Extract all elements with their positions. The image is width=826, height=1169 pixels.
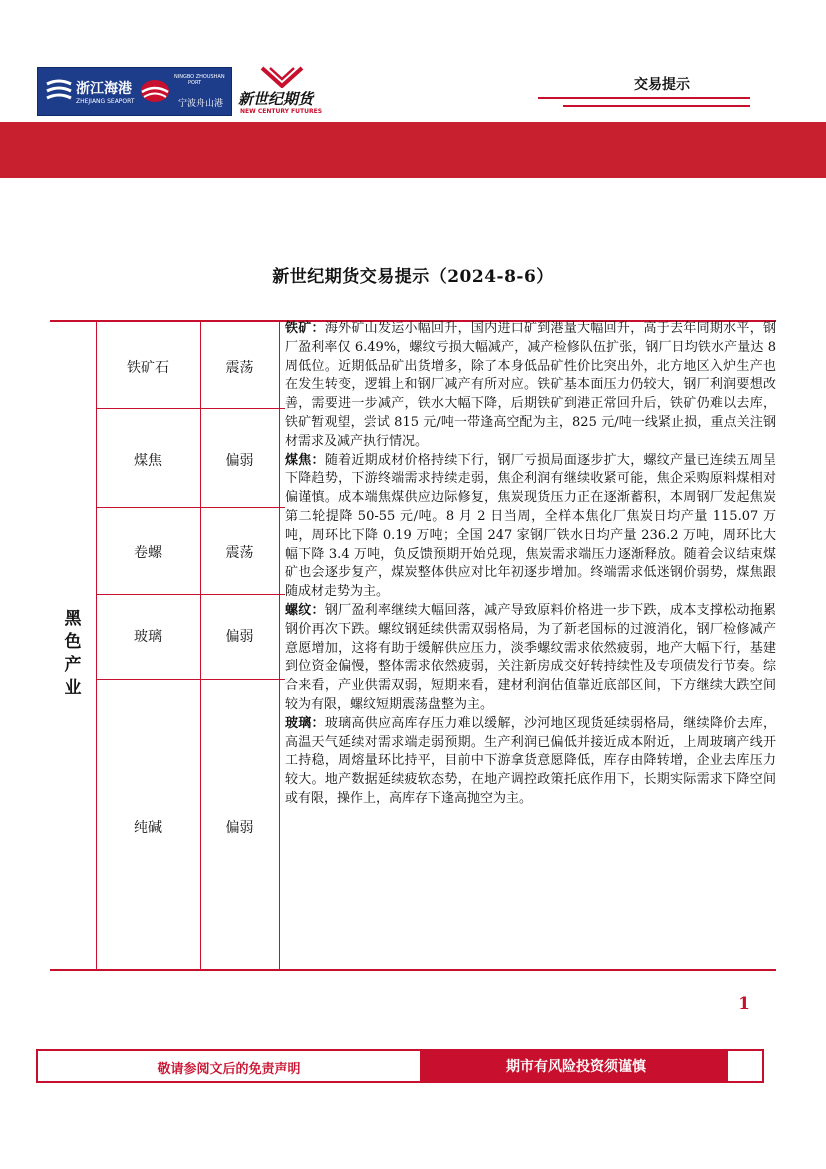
partner-logos [37, 67, 232, 116]
trend-label: 偏弱 [225, 820, 254, 836]
trading-tips-table [50, 320, 776, 971]
trend-label: 偏弱 [225, 629, 254, 645]
trend-label: 偏弱 [225, 453, 254, 469]
commentary-text: 玻璃高供应高库存压力难以缓解，沙河地区现货延续弱格局，继续降价去库，高温天气延续对需求端走弱预期。生产利润已偏低并接近成本附近，上周玻璃产线开工持稳，周熔量环比持平，目前中下游拿货意愿降低，库存由降转增，企业去库压力较大。地产数据延续疲软态势，在地产调控政策托底作用下，长期实际需求下降空间或有限，操作上，高库存下逢高抛空为主。 [285, 715, 776, 806]
page-title: 新世纪期货交易提示（2024-8-6） [272, 267, 554, 287]
footer-disclaimer-box [38, 1051, 420, 1081]
commentary-keyword: 煤焦： [285, 452, 325, 468]
new-century-futures-emblem-icon [260, 66, 304, 88]
sector-char: 业 [64, 678, 82, 698]
row-divider [96, 679, 285, 680]
disclaimer-notice: 敬请参阅文后的免责声明 [157, 1062, 301, 1077]
new-century-futures-logo [238, 66, 334, 116]
commentary-keyword: 螺纹： [285, 602, 325, 618]
row-divider [96, 408, 285, 409]
new-century-futures-en: NEW CENTURY FUTURES [240, 108, 323, 115]
commentary-text: 海外矿山发运小幅回升，国内进口矿到港量大幅回升，高于去年同期水平，钢厂盈利率仅 6.49%，螺纹亏损大幅减产，减产检修队伍扩张，钢厂日均铁水产量达 8 周低位。近期低品矿出货增多，除了本身低品矿性价比突出外，北方地区入炉生产也在发生转变，逻辑上和钢厂减产有所对应。铁矿基本面压力仍较大，钢厂利润要想改善，需要进一步减产，铁水大幅下降，后期铁矿到港正常回升后，铁矿仍难以去库，铁矿暂观望，尝试 815 元/吨一带逢高空配为主，825 元/吨一线紧止损，重点关注钢材需求及减产执行情况。 [285, 321, 776, 449]
header-rule-top [538, 97, 750, 99]
risk-notice: 期市有风险投资须谨慎 [506, 1059, 646, 1075]
ningbo-port-name: 宁波舟山港 [178, 99, 224, 109]
commentary-text: 钢厂盈利率继续大幅回落，减产导致原料价格进一步下跌，成本支撑松动拖累钢价再次下跌。螺纹钢延续供需双弱格局，为了新老国标的过渡消化，钢厂检修减产意愿增加，这将有助于缓解供应压力，淡季螺纹需求依然疲弱，地产大幅下行，基建到位资金偏慢，整体需求依然疲弱，关注新房成交好转持续性及专项债发行节奏。综合来看，产业供需双弱，短期来看，建材利润估值靠近底部区间，下方继续大跌空间较为有限，螺纹短期震荡盘整为主。 [285, 602, 776, 712]
row-divider [96, 594, 285, 595]
zhejiang-seaport-logo [42, 72, 136, 110]
page-number: 1 [738, 994, 750, 1014]
commentary-text: 随着近期成材价格持续下行，钢厂亏损局面逐步扩大，螺纹产量已连续五周呈下降趋势，下游终端需求持续走弱，焦企利润有继续收紧可能，焦企采购原料煤相对偏谨慎。成本端焦煤供应边际修复，焦炭现货压力正在逐渐蓄积，本周钢厂发起焦炭第二轮提降 50-55 元/吨。8 月 2 日当周，全样本焦化厂焦炭日均产量 115.07 万吨，周环比下降 0.19 万吨；全国 247 家钢厂铁水日均产量 236.2 万吨，周环比大幅下降 3.4 万吨，负反馈预期开始兑现，焦炭需求端压力逐渐释放。随着会议结束煤矿也会逐步复产，煤炭整体供应对比年初逐步增加。终端需求低迷钢价弱势，煤焦跟随成材走势为主。 [285, 452, 776, 600]
column-divider [279, 320, 280, 971]
page-header [0, 0, 826, 220]
commodity-name: 纯碱 [134, 820, 162, 836]
sector-char: 色 [64, 632, 82, 652]
row-divider [96, 507, 285, 508]
sector-char: 黑 [64, 609, 82, 629]
zhejiang-seaport-emblem-icon [44, 76, 74, 106]
commodity-name: 卷螺 [134, 545, 162, 561]
sector-char: 产 [64, 655, 82, 675]
market-commentary [285, 320, 776, 809]
sector-label [50, 608, 96, 700]
table-bottom-border [50, 969, 776, 971]
commentary-paragraph [285, 602, 776, 715]
commentary-keyword: 玻璃： [285, 715, 325, 731]
trend-label: 震荡 [225, 545, 254, 561]
new-century-futures-name: 新世纪期货 [238, 90, 314, 108]
commentary-paragraph [285, 452, 776, 602]
document-type: 交易提示 [634, 77, 690, 93]
ningbo-port-logo [138, 72, 226, 110]
commodity-name: 铁矿石 [127, 360, 169, 376]
commodity-name: 玻璃 [134, 629, 162, 645]
header-rule-bottom [563, 105, 750, 107]
footer-end-box [728, 1051, 762, 1081]
commentary-paragraph [285, 715, 776, 809]
header-red-band [0, 122, 826, 178]
trend-label: 震荡 [225, 360, 254, 376]
ningbo-port-emblem-icon [140, 78, 170, 104]
zhejiang-seaport-en: ZHEJIANG SEAPORT [76, 98, 135, 105]
zhejiang-seaport-name: 浙江海港 [76, 81, 132, 97]
page-footer [36, 1049, 764, 1083]
commodity-name: 煤焦 [134, 453, 162, 469]
commentary-paragraph [285, 320, 776, 452]
commentary-keyword: 铁矿： [285, 321, 325, 336]
ningbo-port-en: NINGBO ZHOUSHAN PORT [174, 74, 225, 86]
